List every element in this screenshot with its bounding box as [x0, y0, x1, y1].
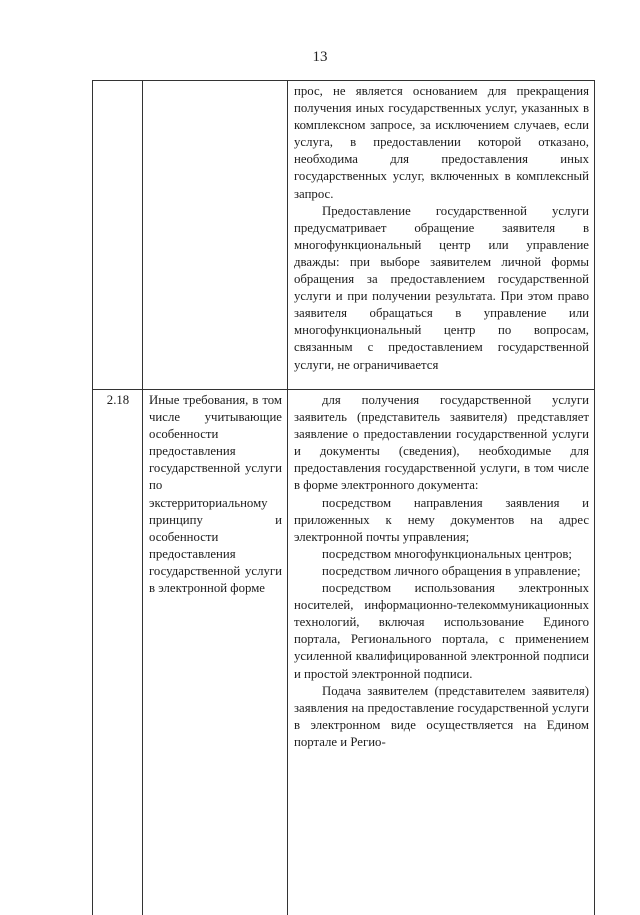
paragraph: Подача заявителем (представителем заявителя) заявления на предоставление государственной услуги в электронном виде осуществляется на Едином портале и Регио- [294, 683, 589, 751]
paragraph: посредством многофункциональных центров; [294, 546, 589, 563]
row-content [288, 81, 595, 390]
table-row [93, 81, 595, 390]
row-number [93, 81, 143, 390]
row-label [143, 81, 288, 390]
table-row [93, 390, 595, 915]
paragraph: Предоставление государственной услуги предусматривает обращение заявителя в многофункциональный центр или управление дважды: при выборе заявителем личной формы обращения за предоставлением государственной услуги и при получении результата. При этом право заявителя обращаться в управление или многофункциональный центр по вопросам, связанным с предоставлением государственной услуги, не ограничивается [294, 203, 589, 374]
row-content [288, 390, 595, 915]
paragraph: посредством использования электронных носителей, информационно-телекоммуникационных технологий, включая использование Единого портала, Регионального портала, с применением усиленной квалифицированной электронной подписи и простой электронной подписи. [294, 580, 589, 683]
requirements-table [92, 80, 595, 915]
paragraph: посредством личного обращения в управление; [294, 563, 589, 580]
row-label: Иные требования, в том числе учитывающие особенности предоставления государственной услуги по экстерриториальному принципу и особенности предоставления государственной услуги в электронной форме [143, 390, 288, 915]
page-number: 13 [0, 49, 640, 66]
paragraph: для получения государственной услуги заявитель (представитель заявителя) представляет заявление о предоставлении государственной услуги и документы (сведения), необходимые для предоставления государственной услуги, в том числе в форме электронного документа: [294, 392, 589, 495]
paragraph: прос, не является основанием для прекращения получения иных государственных услуг, указанных в комплексном запросе, за исключением случаев, если услуга, в предоставлении которой отказано, необходима для предоставления иных государственных услуг, включенных в комплексный запрос. [294, 83, 589, 203]
row-number: 2.18 [93, 390, 143, 915]
paragraph: посредством направления заявления и приложенных к нему документов на адрес электронной почты управления; [294, 495, 589, 546]
